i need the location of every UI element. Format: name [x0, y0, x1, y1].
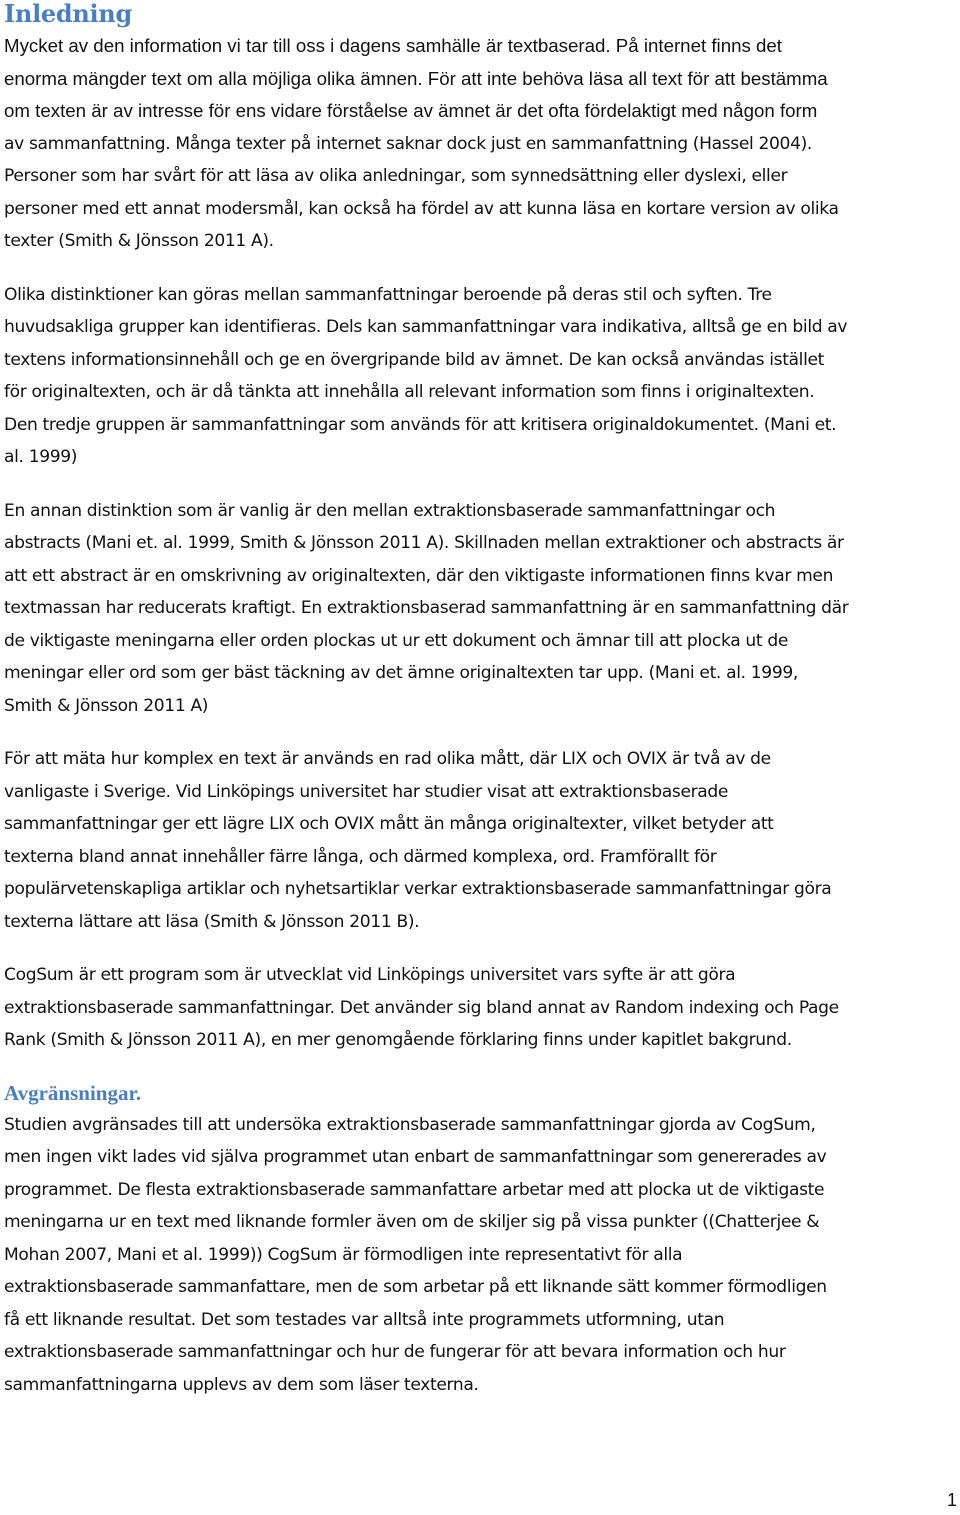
text-line: texterna lättare att läsa (Smith & Jönsson 2011 B).: [4, 911, 420, 932]
paragraph-extraction-vs-abstracts: [4, 495, 958, 723]
text-line: Rank (Smith & Jönsson 2011 A), en mer genomgående förklaring finns under kapitlet bakgrund.: [4, 1030, 792, 1050]
paragraph-distinctions: [4, 279, 958, 474]
text-line: Mohan 2007, Mani et al. 1999)) CogSum är förmodligen inte representativt för alla: [4, 1244, 683, 1265]
text-line: al. 1999): [4, 447, 78, 467]
text-line: extraktionsbaserade sammanfattare, men de som arbetar på ett liknande sätt kommer förmodligen: [4, 1277, 827, 1297]
text-line: Smith & Jönsson 2011 A): [4, 695, 209, 716]
paragraph-lix-ovix: [4, 743, 958, 938]
text-line: abstracts (Mani et. al. 1999, Smith & Jönsson 2011 A). Skillnaden mellan extraktioner och abstracts är: [4, 533, 844, 553]
paragraph-cogsum: [4, 959, 958, 1057]
text-line: Mycket av den information vi tar till oss i dagens samhälle är textbaserad. På internet finns det: [4, 35, 782, 56]
text-line: meningarna ur en text med liknande formler även om de skiljer sig på vissa punkter ((Chatterjee &: [4, 1212, 820, 1232]
text-line: för originaltexten, och är då tänkta att innehålla all relevant information som finns i originaltexten.: [4, 382, 815, 402]
text-line: de viktigaste meningarna eller orden plockas ut ur ett dokument och ämnar till att plocka ut de: [4, 630, 789, 651]
text-line: huvudsakliga grupper kan identifieras. Dels kan sammanfattningar vara indikativa, alltså ge en bild av: [4, 317, 848, 337]
document-body: [4, 0, 958, 1401]
text-line: Den tredje gruppen är sammanfattningar som används för att kritisera originaldokumentet. (Mani et.: [4, 414, 837, 435]
text-line: För att mäta hur komplex en text är används en rad olika mått, där LIX och OVIX är två av de: [4, 749, 771, 769]
text-line: sammanfattningar ger ett lägre LIX och OVIX mått än många originaltexter, vilket betyder att: [4, 814, 774, 834]
text-line: vanligaste i Sverige. Vid Linköpings universitet har studier visat att extraktionsbaserade: [4, 781, 729, 802]
page-number: 1: [946, 1490, 957, 1510]
paragraph-spacer: [4, 258, 958, 279]
text-line: meningar eller ord som ger bäst täckning av det ämne originaltexten tar upp. (Mani et. al. 1999,: [4, 663, 798, 683]
text-line: textens informationsinnehåll och ge en övergripande bild av ämnet. De kan också användas istället: [4, 349, 825, 370]
text-line: få ett liknande resultat. Det som testades var alltså inte programmets utformning, utan: [4, 1309, 725, 1330]
heading-avgransningar: Avgränsningar.: [4, 1080, 142, 1105]
text-line: programmet. De flesta extraktionsbaserade sammanfattare arbetar med att plocka ut de viktigaste: [4, 1179, 825, 1200]
text-line: Studien avgränsades till att undersöka extraktionsbaserade sammanfattningar gjorda av CogSum,: [4, 1114, 816, 1135]
paragraph-spacer: [4, 474, 958, 495]
paragraph-intro-continued: [4, 128, 958, 258]
paragraph-delimitations: [4, 1109, 958, 1402]
text-line: enorma mängder text om alla möjliga olika ämnen. För att inte behöva läsa all text för att bestämma: [4, 67, 828, 89]
text-line: Personer som har svårt för att läsa av olika anledningar, som synnedsättning eller dyslexi, eller: [4, 166, 788, 186]
paragraph-spacer: [4, 722, 958, 743]
text-line: textmassan har reducerats kraftigt. En extraktionsbaserad sammanfattning är en sammanfattning där: [4, 598, 849, 618]
paragraph-spacer: [4, 938, 958, 959]
text-line: att ett abstract är en omskrivning av originaltexten, där den viktigaste informationen finns kvar men: [4, 565, 834, 586]
text-line: extraktionsbaserade sammanfattningar. Det använder sig bland annat av Random indexing och Page: [4, 997, 839, 1018]
text-line: texter (Smith & Jönsson 2011 A).: [4, 231, 274, 251]
text-line: sammanfattningarna upplevs av dem som läser texterna.: [4, 1374, 479, 1395]
text-line: En annan distinktion som är vanlig är den mellan extraktionsbaserade sammanfattningar och: [4, 500, 776, 521]
text-line: Olika distinktioner kan göras mellan sammanfattningar beroende på deras stil och syften. Tre: [4, 284, 772, 305]
text-line: personer med ett annat modersmål, kan också ha fördel av att kunna läsa en kortare version av olika: [4, 198, 839, 219]
paragraph-intro-sans: [4, 30, 958, 128]
text-line: men ingen vikt lades vid själva programmet utan enbart de sammanfattningar som genererades av: [4, 1147, 827, 1167]
section-spacer: [4, 1057, 958, 1077]
text-line: texterna bland annat innehåller färre långa, och därmed komplexa, ord. Framförallt för: [4, 846, 717, 867]
heading-inledning: Inledning: [4, 0, 132, 28]
text-line: av sammanfattning. Många texter på internet saknar dock just en sammanfattning (Hassel 2004).: [4, 133, 813, 154]
text-line: CogSum är ett program som är utvecklat vid Linköpings universitet vars syfte är att göra: [4, 965, 736, 985]
text-line: extraktionsbaserade sammanfattningar och hur de fungerar för att bevara information och hur: [4, 1342, 786, 1362]
text-line: populärvetenskapliga artiklar och nyhetsartiklar verkar extraktionsbaserade sammanfattningar göra: [4, 879, 832, 899]
text-line: om texten är av intresse för ens vidare förståelse av ämnet är det ofta fördelaktigt med någon form: [4, 100, 818, 121]
